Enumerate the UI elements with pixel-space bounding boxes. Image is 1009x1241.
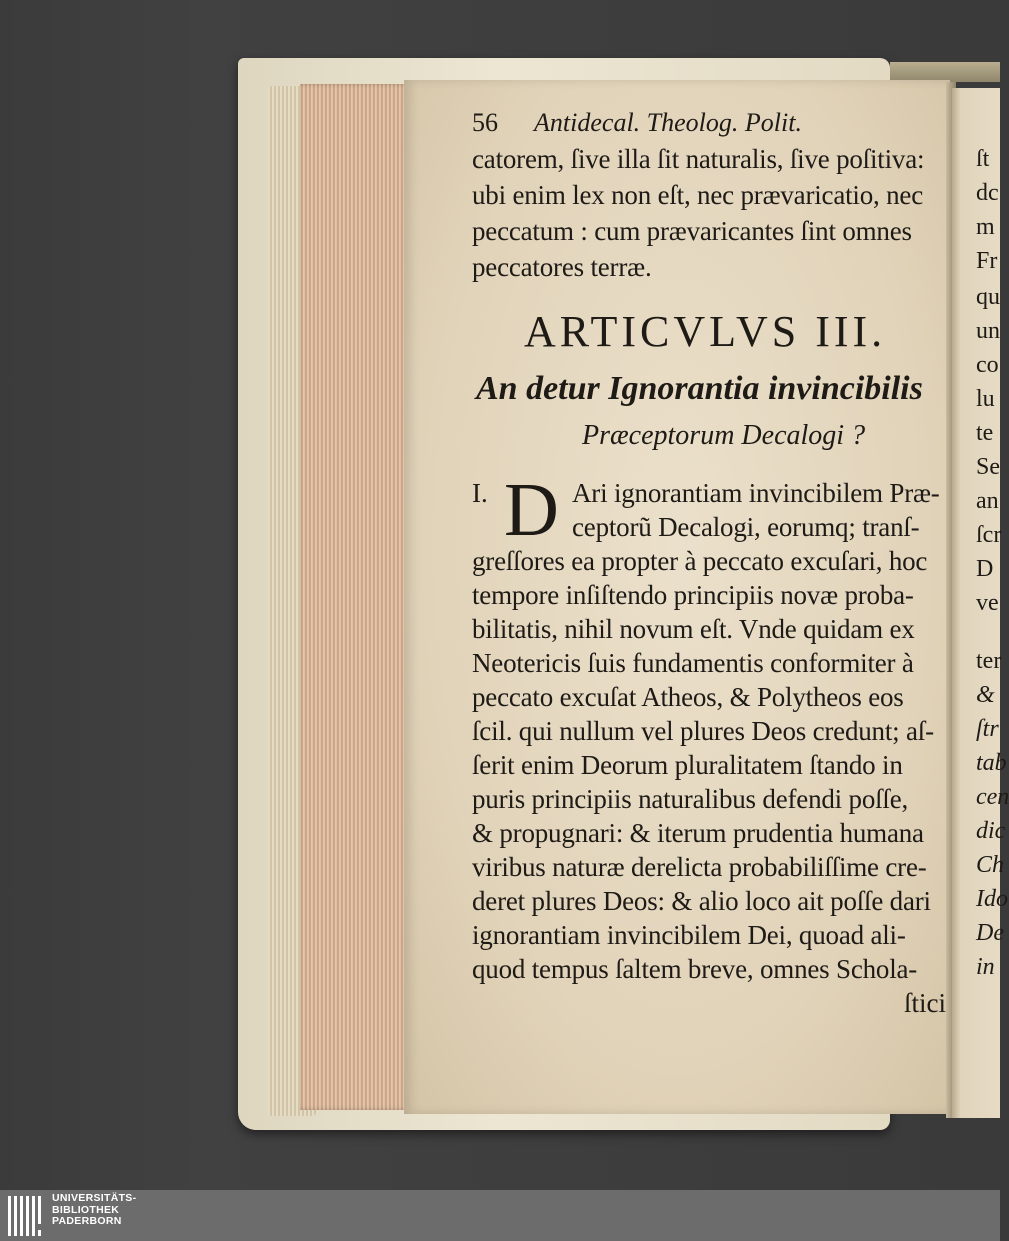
facing-fragment: ter xyxy=(976,648,1002,674)
body-line: quod tempus ſaltem breve, omnes Schola- xyxy=(472,954,918,984)
facing-fragment: dic xyxy=(976,818,1006,844)
facing-fragment: qu xyxy=(976,284,1000,310)
facing-fragment: tab xyxy=(976,750,1007,776)
facing-fragment: D xyxy=(976,556,994,582)
body-line: puris principiis naturalibus defendi poſſe, xyxy=(472,784,909,814)
library-logo-icon xyxy=(8,1196,46,1236)
body-line: deret plures Deos: & alio loco ait poſſe dari xyxy=(472,886,931,916)
body-line: viribus naturæ derelicta probabiliſſime cre- xyxy=(472,852,927,882)
catchword: ſtici xyxy=(904,988,946,1018)
library-name-line: PADERBORN xyxy=(52,1215,122,1227)
library-name-line: BIBLIOTHEK xyxy=(52,1203,120,1216)
question-subtitle: Præceptorum Decalogi ? xyxy=(582,420,866,451)
body-line: bilitatis, nihil novum eſt. Vnde quidam ex xyxy=(472,614,915,644)
facing-fragment: an xyxy=(976,488,999,514)
facing-fragment: ſcr xyxy=(976,522,1002,548)
facing-fragment: cen xyxy=(976,784,1009,810)
question-title: An detur Ignorantia invincibilis xyxy=(476,370,923,407)
intro-line: peccatores terræ. xyxy=(472,252,652,282)
facing-fragment: De xyxy=(976,920,1004,946)
running-head xyxy=(472,108,802,138)
library-footer xyxy=(0,1190,1000,1241)
facing-fragment: co xyxy=(976,352,999,378)
page-stack-edge xyxy=(300,84,416,1110)
facing-fragment: te xyxy=(976,420,994,446)
facing-fragment: m xyxy=(976,214,995,240)
facing-fragment: lu xyxy=(976,386,995,412)
drop-cap: D xyxy=(504,468,559,552)
body-line: ignorantiam invincibilem Dei, quoad ali- xyxy=(472,920,906,950)
body-line: & propugnari: & iterum prudentia humana xyxy=(472,818,924,848)
facing-fragment: & xyxy=(976,682,995,708)
facing-fragment: Ido xyxy=(976,886,1008,912)
book-page xyxy=(404,80,950,1114)
binding-strip xyxy=(890,62,1000,82)
facing-fragment: dc xyxy=(976,180,999,206)
facing-fragment: ve xyxy=(976,590,999,616)
intro-line: peccatum : cum prævaricantes ſint omnes xyxy=(472,216,912,246)
library-name-line: UNIVERSITÄTS- xyxy=(52,1192,137,1204)
intro-line: ubi enim lex non eſt, nec prævaricatio, nec xyxy=(472,180,923,210)
paragraph-number: I. xyxy=(472,478,488,508)
body-line: Ari ignorantiam invincibilem Præ- xyxy=(572,478,940,508)
body-line: ſerit enim Deorum pluralitatem ſtando in xyxy=(472,750,903,780)
body-line: ceptorũ Decalogi, eorumq; tranſ- xyxy=(572,512,920,542)
body-line: greſſores ea propter à peccato excuſari, hoc xyxy=(472,546,928,576)
library-name xyxy=(52,1193,136,1228)
facing-fragment: in xyxy=(976,954,995,980)
facing-fragment: ſtr xyxy=(976,716,999,742)
body-line: ſcil. qui nullum vel plures Deos credunt; aſ- xyxy=(472,716,934,746)
page-number: 56 xyxy=(472,108,498,137)
body-line: peccato excuſat Atheos, & Polytheos eos xyxy=(472,682,904,712)
facing-fragment: Se xyxy=(976,454,1000,480)
facing-fragment: ſt xyxy=(976,146,990,172)
article-heading: ARTICVLVS III. xyxy=(524,307,887,356)
facing-fragment: Fr xyxy=(976,248,998,274)
facing-fragment: Ch xyxy=(976,852,1005,878)
facing-page-sliver xyxy=(952,88,1009,1118)
body-line: Neotericis ſuis fundamentis conformiter à xyxy=(472,648,914,678)
intro-line: catorem, ſive illa ſit naturalis, ſive poſitiva: xyxy=(472,144,925,174)
running-title: Antidecal. Theolog. Polit. xyxy=(534,108,802,137)
body-line: tempore inſiſtendo principiis novæ proba- xyxy=(472,580,914,610)
facing-fragment: un xyxy=(976,318,1000,344)
